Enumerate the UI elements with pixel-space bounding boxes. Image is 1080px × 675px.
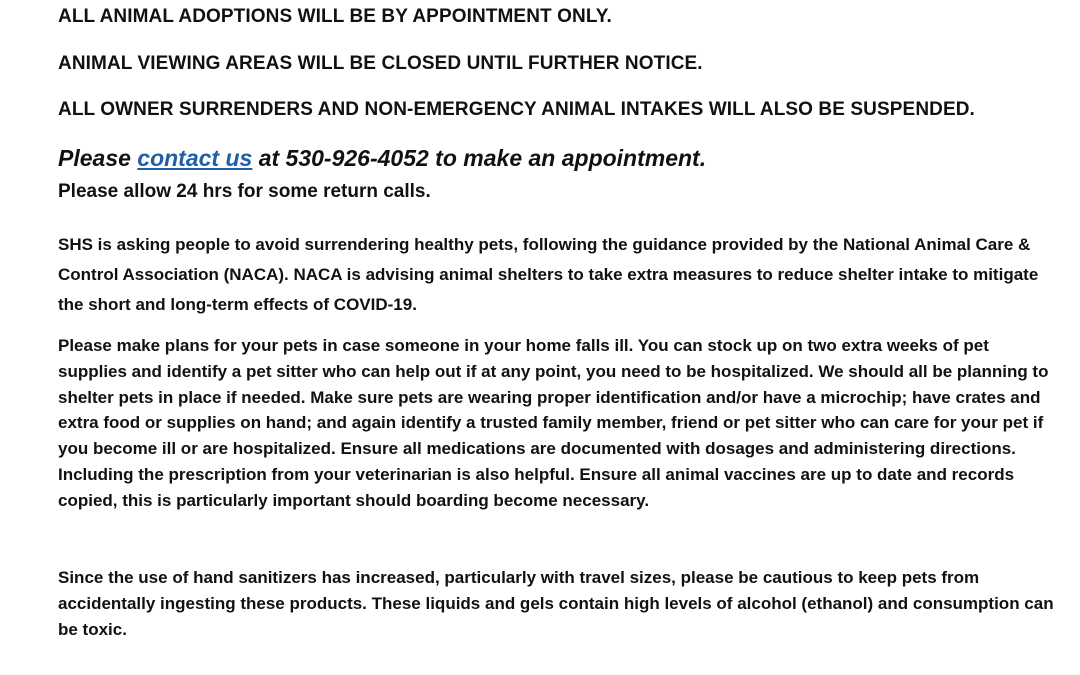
notice-viewing-areas: ANIMAL VIEWING AREAS WILL BE CLOSED UNTIL FURTHER NOTICE. [58,53,703,74]
notice-surrenders: ALL OWNER SURRENDERS AND NON-EMERGENCY ANIMAL INTAKES WILL ALSO BE SUSPENDED. [58,99,975,120]
naca-guidance-paragraph: SHS is asking people to avoid surrendering healthy pets, following the guidance provided by the National Animal Care & Control Association (NACA). NACA is advising animal shelters to take extra measures to reduce shelter intake to mitigate the short and long-term effects of COVID-19. [58,235,1039,314]
notice-adoptions: ALL ANIMAL ADOPTIONS WILL BE BY APPOINTMENT ONLY. [58,6,612,27]
contact-prefix: Please [58,145,138,171]
contact-line [58,145,706,172]
pet-plans-paragraph: Please make plans for your pets in case someone in your home falls ill. You can stock up on two extra weeks of pet supplies and identify a pet sitter who can help out if at any point, you need to be hospitalized. We should all be planning to shelter pets in place if needed. Make sure pets are wearing proper identification and/or have a microchip; have crates and extra food or supplies on hand; and again identify a trusted family member, friend or pet sitter who can care for your pet if you become ill or are hospitalized. Ensure all medications are documented with dosages and administering directions. Including the prescription from your veterinarian is also helpful. Ensure all animal vaccines are up to date and records copied, this is particularly important should boarding become necessary. [58,336,1049,510]
sanitizer-paragraph: Since the use of hand sanitizers has increased, particularly with travel sizes, please be cautious to keep pets from accidentally ingesting these products. These liquids and gels contain high levels of alcohol (ethanol) and consumption can be toxic. [58,568,1054,639]
return-calls-note: Please allow 24 hrs for some return calls. [58,181,431,202]
contact-suffix: at 530-926-4052 to make an appointment. [252,145,707,171]
contact-us-link[interactable]: contact us [137,145,253,171]
